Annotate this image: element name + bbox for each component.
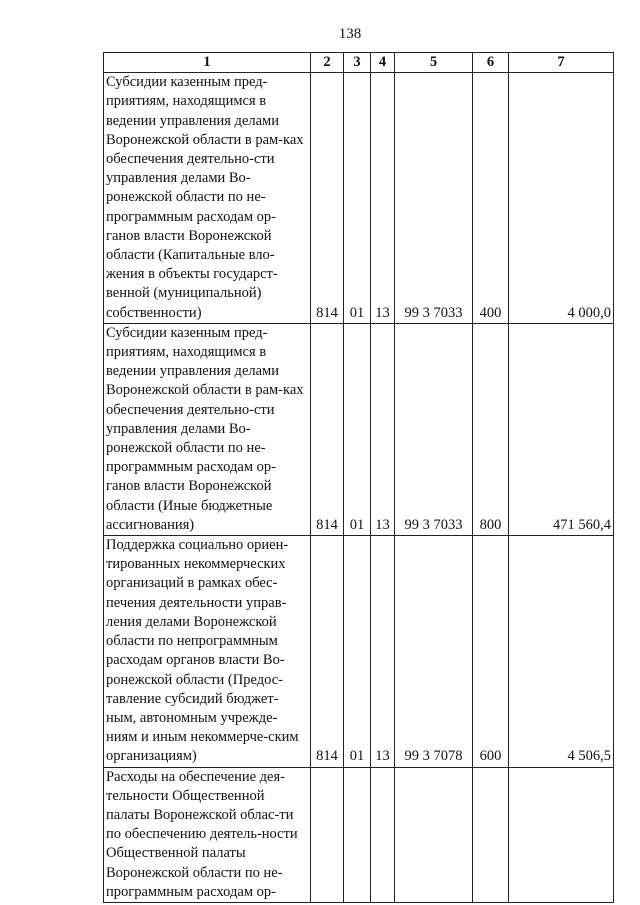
row-code-ministry: 814	[311, 323, 344, 535]
row-code-subsection: 13	[371, 323, 395, 535]
row-code-ministry: 814	[311, 536, 344, 767]
col-header-3: 3	[344, 53, 371, 73]
row-code-section: 01	[344, 536, 371, 767]
row-description: Субсидии казенным пред-приятиям, находящимся в ведении управления делами Воронежской области в рам-ках обеспечения деятельно-сти управления делами Во-ронежской области по не-программным расходам ор-ганов власти Воронежской области (Капитальные вло-жения в объекты государст-венной (муниципальной) собственности)	[104, 73, 311, 324]
row-description: Субсидии казенным пред-приятиям, находящимся в ведении управления делами Воронежской области в рам-ках обеспечения деятельно-сти управления делами Во-ронежской области по не-программным расходам ор-ганов власти Воронежской области (Иные бюджетные ассигнования)	[104, 323, 311, 535]
table-row	[104, 767, 614, 902]
col-header-4: 4	[371, 53, 395, 73]
table-row	[104, 536, 614, 767]
row-code-target	[395, 767, 473, 902]
row-code-subsection	[371, 767, 395, 902]
row-code-subsection: 13	[371, 536, 395, 767]
row-code-subsection: 13	[371, 73, 395, 324]
row-code-target: 99 3 7033	[395, 323, 473, 535]
row-code-expense-type: 400	[473, 73, 509, 324]
page-number: 138	[338, 26, 362, 42]
row-amount: 471 560,4	[509, 323, 614, 535]
row-description: Расходы на обеспечение дея-тельности Общественной палаты Воронежской облас-ти по обеспечению деятель-ности Общественной палаты Воронежской области по не-программным расходам ор-	[104, 767, 311, 902]
budget-table	[103, 52, 614, 903]
row-code-target: 99 3 7033	[395, 73, 473, 324]
col-header-2: 2	[311, 53, 344, 73]
row-code-expense-type: 800	[473, 323, 509, 535]
row-code-expense-type: 600	[473, 536, 509, 767]
row-code-ministry	[311, 767, 344, 902]
row-code-section: 01	[344, 73, 371, 324]
col-header-1: 1	[104, 53, 311, 73]
row-code-expense-type	[473, 767, 509, 902]
row-code-section: 01	[344, 323, 371, 535]
col-header-6: 6	[473, 53, 509, 73]
row-amount	[509, 767, 614, 902]
row-code-section	[344, 767, 371, 902]
table-row	[104, 73, 614, 324]
row-amount: 4 506,5	[509, 536, 614, 767]
header-row	[104, 53, 614, 73]
row-amount: 4 000,0	[509, 73, 614, 324]
table-row	[104, 323, 614, 535]
col-header-5: 5	[395, 53, 473, 73]
row-code-target: 99 3 7078	[395, 536, 473, 767]
row-code-ministry: 814	[311, 73, 344, 324]
row-description: Поддержка социально ориен-тированных некоммерческих организаций в рамках обес-печения деятельности управ-ления делами Воронежской области по непрограммным расходам органов власти Во-ронежской области (Предос-тавление субсидий бюджет-ным, автономным учрежде-ниям и иным некоммерче-ским организациям)	[104, 536, 311, 767]
col-header-7: 7	[509, 53, 614, 73]
